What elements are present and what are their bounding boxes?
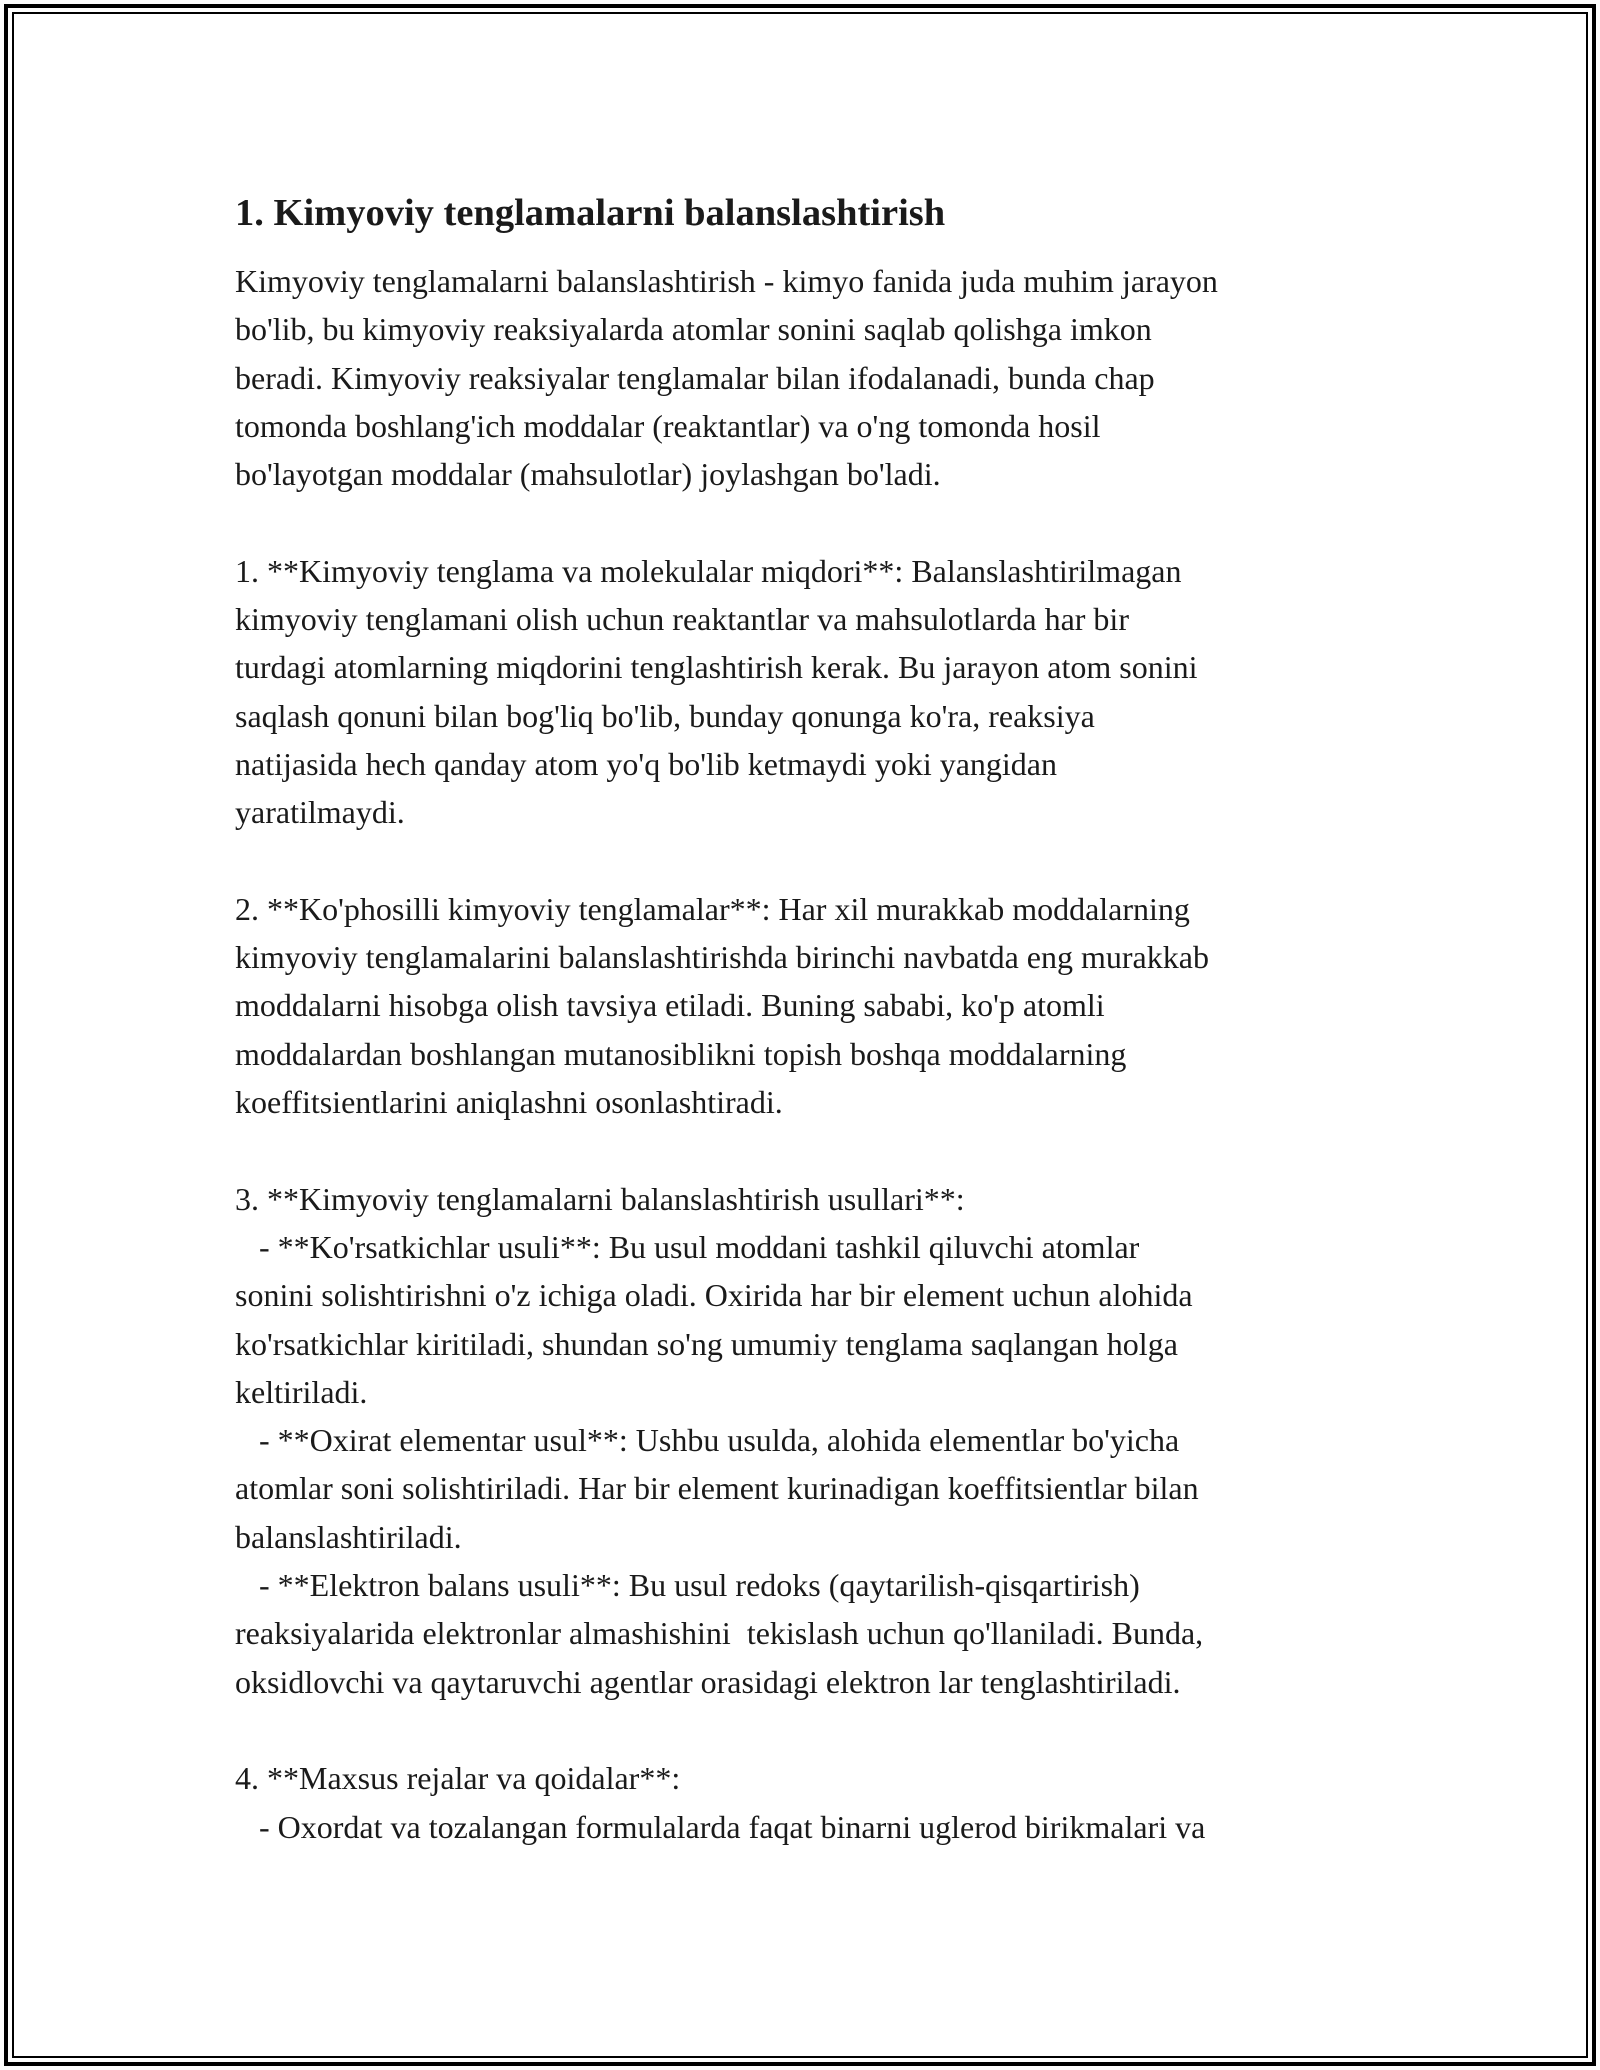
paragraph-gap [235, 837, 1375, 885]
paragraph-gap [235, 1126, 1375, 1174]
section-2-paragraph: 2. **Ko'phosilli kimyoviy tenglamalar**: Har xil murakkab moddalarning kimyoviy tenglamalarini balanslashtirishda birinchi navbatda eng murakkab moddalarni hisobga olish tavsiya etiladi. Buning sababi, ko'p atomli moddalardan boshlangan mutanosiblikni topish boshqa moddalarning koeffitsientlarini aniqlashni osonlashtiradi. [235, 890, 1209, 1121]
section-1-paragraph: 1. **Kimyoviy tenglama va molekulalar miqdori**: Balanslashtirilmagan kimyoviy tenglamani olish uchun reaktantlar va mahsulotlarda har bir turdagi atomlarning miqdorini tenglashtirish kerak. Bu jarayon atom sonini saqlash qonuni bilan bog'liq bo'lib, bunday qonunga ko'ra, reaksiya natijasida hech qanday atom yo'q bo'lib ketmaydi yoki yangidan yaratilmaydi. [235, 552, 1198, 831]
paragraph-gap [235, 1706, 1375, 1754]
section-4-paragraph: 4. **Maxsus rejalar va qoidalar**: - Oxordat va tozalangan formulalarda faqat binarni uglerod birikmalari va [235, 1760, 1206, 1845]
section-3-paragraph: 3. **Kimyoviy tenglamalarni balanslashtirish usullari**: - **Ko'rsatkichlar usuli**: Bu usul moddani tashkil qiluvchi atomlar sonini solishtirishni o'z ichiga oladi. Oxirida har bir element uchun alohida ko'rsatkichlar kiritiladi, shundan so'ng umumiy tenglama saqlangan holga keltiriladi. - **Oxirat elementar usul**: Ushbu usulda, alohida elementlar bo'yicha atomlar soni solishtiriladi. Har bir element kurinadigan koeffitsientlar bilan balanslashtiriladi. - **Elektron balans usuli**: Bu usul redoks (qaytarilish-qisqartirish) reaksiyalarida elektronlar almashishini tekislash uchun qo'llaniladi. Bunda, oksidlovchi va qaytaruvchi agentlar orasidagi elektron lar tenglashtiriladi. [235, 1180, 1204, 1700]
intro-paragraph: Kimyoviy tenglamalarni balanslashtirish - kimyo fanida juda muhim jarayon bo'lib, bu kimyoviy reaksiyalarda atomlar sonini saqlab qolishga imkon beradi. Kimyoviy reaksiyalar tenglamalar bilan ifodalanadi, bunda chap tomonda boshlang'ich moddalar (reaktantlar) va o'ng tomonda hosil bo'layotgan moddalar (mahsulotlar) joylashgan bo'ladi. [235, 263, 1218, 493]
document-body [235, 186, 1375, 1851]
paragraph-gap [235, 498, 1375, 546]
document-title: 1. Kimyoviy tenglamalarni balanslashtirish [235, 192, 946, 234]
